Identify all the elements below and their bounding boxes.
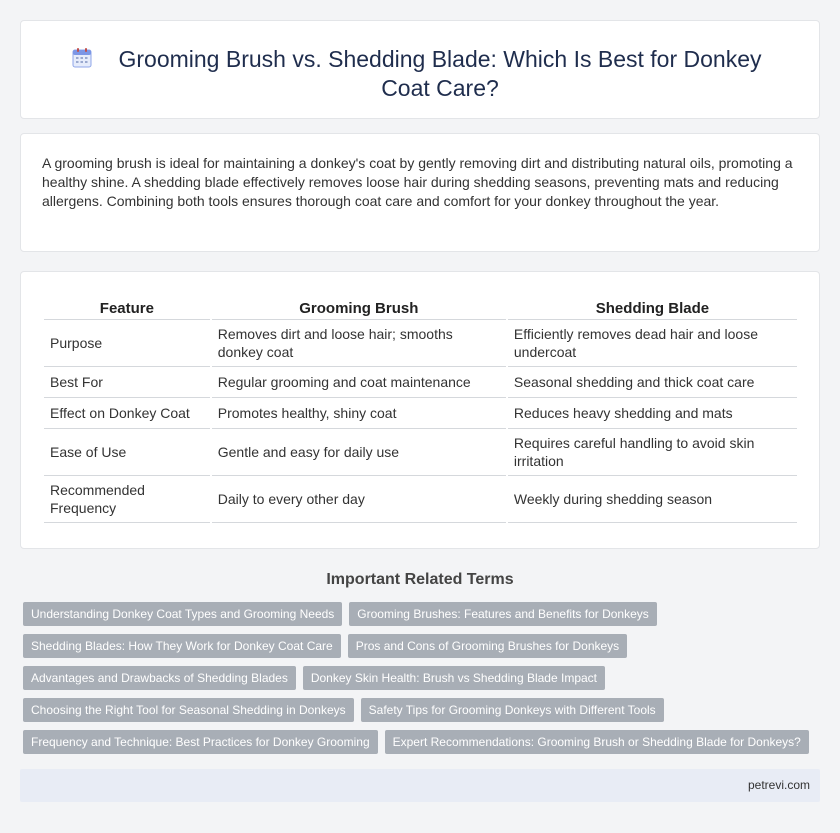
- table-row: [44, 398, 797, 429]
- row-feature-cell: Ease of Use: [44, 429, 210, 476]
- related-term-link[interactable]: Safety Tips for Grooming Donkeys with Different Tools: [361, 698, 664, 722]
- row-brush-cell: Gentle and easy for daily use: [212, 429, 506, 476]
- comparison-table: [42, 296, 799, 523]
- row-blade-cell: Requires careful handling to avoid skin irritation: [508, 429, 797, 476]
- row-feature-cell: Effect on Donkey Coat: [44, 398, 210, 429]
- related-term-link[interactable]: Frequency and Technique: Best Practices for Donkey Grooming: [23, 730, 378, 754]
- row-brush-cell: Promotes healthy, shiny coat: [212, 398, 506, 429]
- row-blade-cell: Weekly during shedding season: [508, 476, 797, 523]
- related-term-link[interactable]: Advantages and Drawbacks of Shedding Blades: [23, 666, 296, 690]
- table-row: [44, 367, 797, 398]
- table-row: [44, 320, 797, 367]
- row-brush-cell: Regular grooming and coat maintenance: [212, 367, 506, 398]
- intro-paragraph: A grooming brush is ideal for maintaining a donkey's coat by gently removing dirt and distributing natural oils, promoting a healthy shine. A shedding blade effectively removes loose hair during shedding seasons, preventing mats and reducing allergens. Combining both tools ensures thorough coat care and comfort for your donkey throughout the year.: [42, 155, 793, 209]
- footer: [20, 769, 820, 802]
- row-blade-cell: Reduces heavy shedding and mats: [508, 398, 797, 429]
- row-blade-cell: Efficiently removes dead hair and loose undercoat: [508, 320, 797, 367]
- row-brush-cell: Removes dirt and loose hair; smooths donkey coat: [212, 320, 506, 367]
- related-term-link[interactable]: Pros and Cons of Grooming Brushes for Donkeys: [348, 634, 627, 658]
- row-feature-cell: Best For: [44, 367, 210, 398]
- table-header-row: [44, 296, 797, 320]
- comparison-card: [20, 271, 820, 549]
- related-term-link[interactable]: Expert Recommendations: Grooming Brush or Shedding Blade for Donkeys?: [385, 730, 809, 754]
- related-term-link[interactable]: Grooming Brushes: Features and Benefits for Donkeys: [349, 602, 656, 626]
- related-terms-list: [23, 602, 813, 762]
- header-feature: Feature: [44, 296, 210, 320]
- row-blade-cell: Seasonal shedding and thick coat care: [508, 367, 797, 398]
- row-feature-cell: Purpose: [44, 320, 210, 367]
- related-term-link[interactable]: Shedding Blades: How They Work for Donkey Coat Care: [23, 634, 341, 658]
- footer-site-link[interactable]: petrevi.com: [747, 778, 810, 792]
- related-term-link[interactable]: Choosing the Right Tool for Seasonal Shedding in Donkeys: [23, 698, 354, 722]
- related-terms-heading: Important Related Terms: [326, 571, 514, 588]
- row-feature-cell: Recommended Frequency: [44, 476, 210, 523]
- header-shedding-blade: Shedding Blade: [508, 296, 797, 320]
- intro-card: [20, 133, 820, 252]
- page-title: Grooming Brush vs. Shedding Blade: Which Is Best for Donkey Coat Care?: [118, 46, 762, 101]
- title-card: [20, 20, 820, 119]
- row-brush-cell: Daily to every other day: [212, 476, 506, 523]
- related-term-link[interactable]: Donkey Skin Health: Brush vs Shedding Blade Impact: [303, 666, 605, 690]
- header-grooming-brush: Grooming Brush: [212, 296, 506, 320]
- related-term-link[interactable]: Understanding Donkey Coat Types and Grooming Needs: [23, 602, 342, 626]
- table-row: [44, 476, 797, 523]
- table-row: [44, 429, 797, 476]
